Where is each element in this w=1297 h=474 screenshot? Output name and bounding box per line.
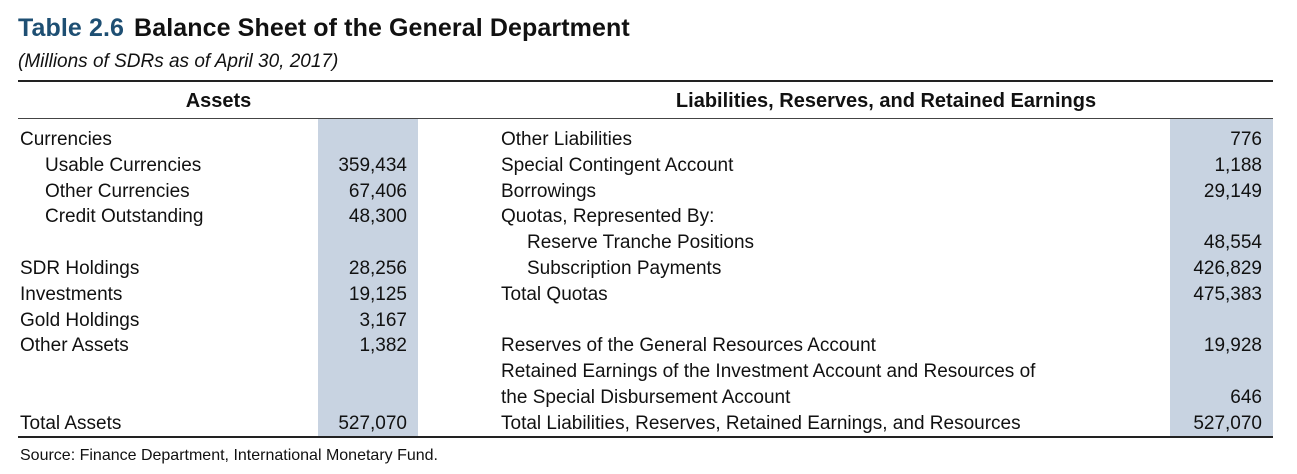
liability-row-value: 1,188 xyxy=(1214,155,1262,176)
asset-row-label: Other Currencies xyxy=(45,181,190,202)
asset-row-value: 48,300 xyxy=(348,206,407,227)
liability-row-value: 48,554 xyxy=(1203,232,1262,253)
asset-row-value: 527,070 xyxy=(338,413,407,434)
liability-row-label: Reserves of the General Resources Account xyxy=(501,335,876,356)
asset-row-label: Gold Holdings xyxy=(20,310,140,331)
source-note: Source: Finance Department, International Monetary Fund. xyxy=(20,447,438,464)
asset-row-value: 67,406 xyxy=(348,181,407,202)
asset-row-label: Credit Outstanding xyxy=(45,206,204,227)
asset-row-label: Other Assets xyxy=(20,335,129,356)
liability-row-label: Total Liabilities, Reserves, Retained Earnings, and Resources xyxy=(501,413,1021,434)
liability-row-value: 776 xyxy=(1230,129,1262,150)
liability-row-label: Retained Earnings of the Investment Account and Resources of xyxy=(501,361,1036,382)
liability-row-value: 646 xyxy=(1230,387,1262,408)
asset-row-value: 1,382 xyxy=(359,335,407,356)
asset-row-value: 359,434 xyxy=(338,155,407,176)
liability-row-value: 527,070 xyxy=(1193,413,1262,434)
asset-row-value: 28,256 xyxy=(348,258,407,279)
header-rule xyxy=(18,118,1273,119)
liability-row-value: 426,829 xyxy=(1193,258,1262,279)
liability-row-label: Quotas, Represented By: xyxy=(501,206,715,227)
liability-row-label: Subscription Payments xyxy=(527,258,722,279)
liabilities-header: Liabilities, Reserves, and Retained Earnings xyxy=(675,90,1097,112)
top-rule xyxy=(18,80,1273,82)
table-title xyxy=(18,14,630,43)
liability-row-value: 19,928 xyxy=(1203,335,1262,356)
liability-row-label: Borrowings xyxy=(501,181,597,202)
liability-row-value: 475,383 xyxy=(1193,284,1262,305)
assets-header: Assets xyxy=(185,90,252,112)
asset-row-label: Usable Currencies xyxy=(45,155,202,176)
liability-row-label: Total Quotas xyxy=(501,284,608,305)
asset-row-value: 19,125 xyxy=(348,284,407,305)
liability-row-value: 29,149 xyxy=(1203,181,1262,202)
table-title-text: Balance Sheet of the General Department xyxy=(134,14,630,42)
asset-row-label: Total Assets xyxy=(20,413,122,434)
liability-row-label: Other Liabilities xyxy=(501,129,632,150)
asset-row-value: 3,167 xyxy=(359,310,407,331)
liability-row-label: Special Contingent Account xyxy=(501,155,734,176)
asset-row-label: SDR Holdings xyxy=(20,258,140,279)
liability-row-label: Reserve Tranche Positions xyxy=(527,232,755,253)
bottom-rule xyxy=(18,436,1273,438)
liability-row-label: the Special Disbursement Account xyxy=(501,387,791,408)
asset-row-label: Investments xyxy=(20,284,123,305)
table-subtitle: (Millions of SDRs as of April 30, 2017) xyxy=(18,51,339,72)
table-number: Table 2.6 xyxy=(18,14,125,42)
asset-row-label: Currencies xyxy=(20,129,112,150)
